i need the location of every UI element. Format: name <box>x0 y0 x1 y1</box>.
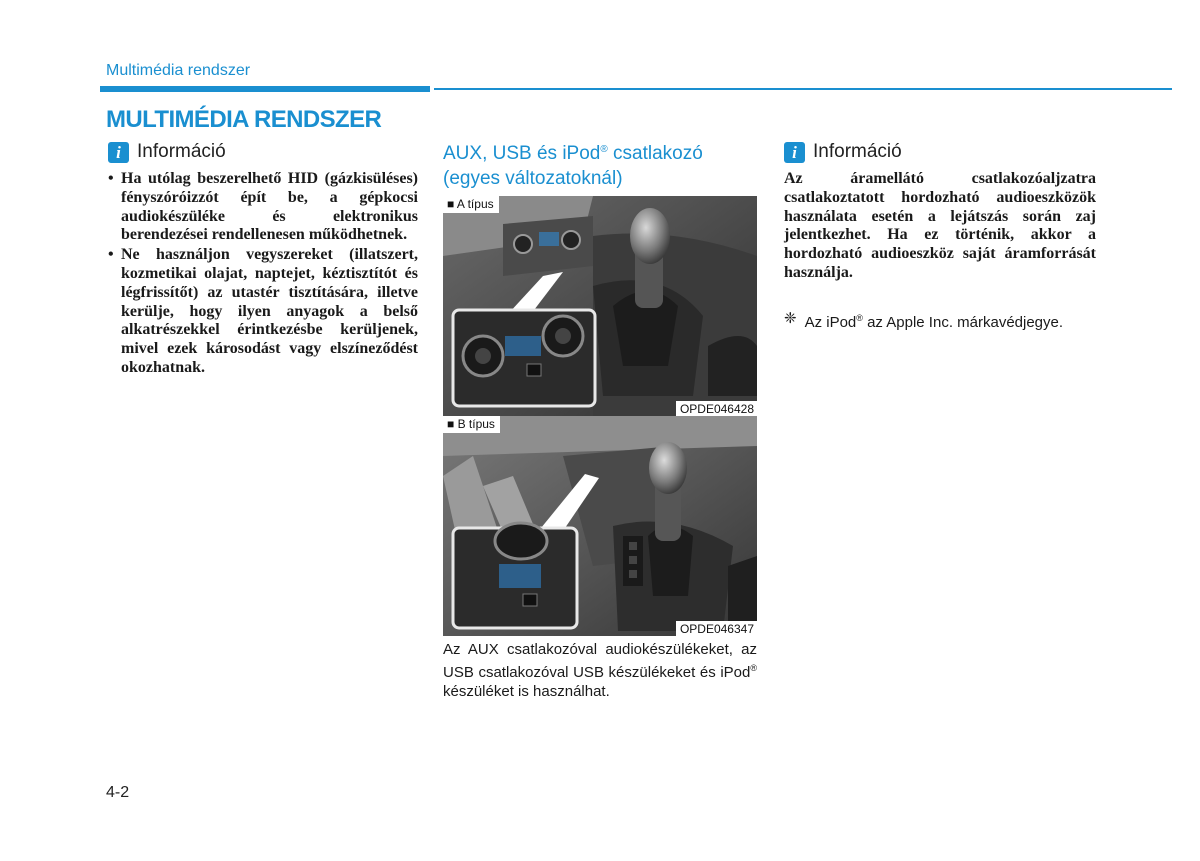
right-info-header <box>784 141 1096 163</box>
aux-usb-title-part2: csatlakozó (egyes változatoknál) <box>443 143 703 189</box>
left-info-list <box>108 170 418 378</box>
section-label: Multimédia rendszer <box>106 62 251 79</box>
aux-usb-title <box>443 137 763 191</box>
left-info-title: Információ <box>137 141 226 162</box>
figure-a-label: ■ A típus <box>443 196 499 213</box>
header-rule-thin <box>434 88 1172 90</box>
figure-b-label: ■ B típus <box>443 416 500 433</box>
note-text <box>805 309 1063 332</box>
note-part1: Az iPod <box>804 314 857 331</box>
figure-a-code: OPDE046428 <box>676 401 757 416</box>
console-illustration-a <box>443 196 757 416</box>
registered-mark: ® <box>600 144 608 155</box>
caption-part2: készüléket is használhat. <box>443 683 610 700</box>
right-info-title: Információ <box>813 141 902 162</box>
aux-usb-title-part1: AUX, USB és iPod <box>443 143 601 164</box>
trademark-note <box>784 309 1084 332</box>
figure-a-photo <box>443 196 757 416</box>
caption-part1: Az AUX csatlakozóval audiokészülékeket, az USB csatlakozóval USB készülékeket és iPod <box>443 641 757 681</box>
note-symbol: ❈ <box>784 310 797 327</box>
left-info-box <box>108 141 418 379</box>
right-info-text: Az áramellátó csatlakozóaljzatra csatlakoztatott hordozható audioeszközök használata esetén a lejátszás során zaj jelentkezhet. Ha ez történik, akkor a hordozható audioeszköz saját áramforrását használja. <box>784 170 1096 281</box>
registered-mark: ® <box>856 313 863 323</box>
figure-caption <box>443 640 757 701</box>
info-icon: i <box>784 142 805 163</box>
list-item: • Ne használjon vegyszereket (illatszert, kozmetikai olajat, naptejet, kéztisztítót és légfrissítőt) az utastér tisztítására, illetve kerülje, hogy ilyen anyagok a belső alkatrészekkel érintkezésbe kerüljenek, mivel ezek károsodást vagy elszíneződést okozhatnak. <box>108 246 418 378</box>
page-number: 4-2 <box>106 784 130 801</box>
registered-mark: ® <box>750 663 757 673</box>
figure-b-photo <box>443 416 757 636</box>
page-title: MULTIMÉDIA RENDSZER <box>106 106 382 133</box>
header-rule-thick <box>100 86 430 92</box>
note-part2: az Apple Inc. márkavédjegye. <box>862 314 1064 331</box>
list-item: • Ha utólag beszerelhető HID (gázkisüléses) fényszóróizzót épít be, a gépkocsi audiokészüléke és elektronikus berendezései rendellenesen működhetnek. <box>108 170 418 245</box>
left-info-header <box>108 141 418 163</box>
info-icon: i <box>108 142 129 163</box>
console-illustration-b <box>443 416 757 636</box>
figure-b-code: OPDE046347 <box>676 621 757 636</box>
right-info-box <box>784 141 1096 283</box>
